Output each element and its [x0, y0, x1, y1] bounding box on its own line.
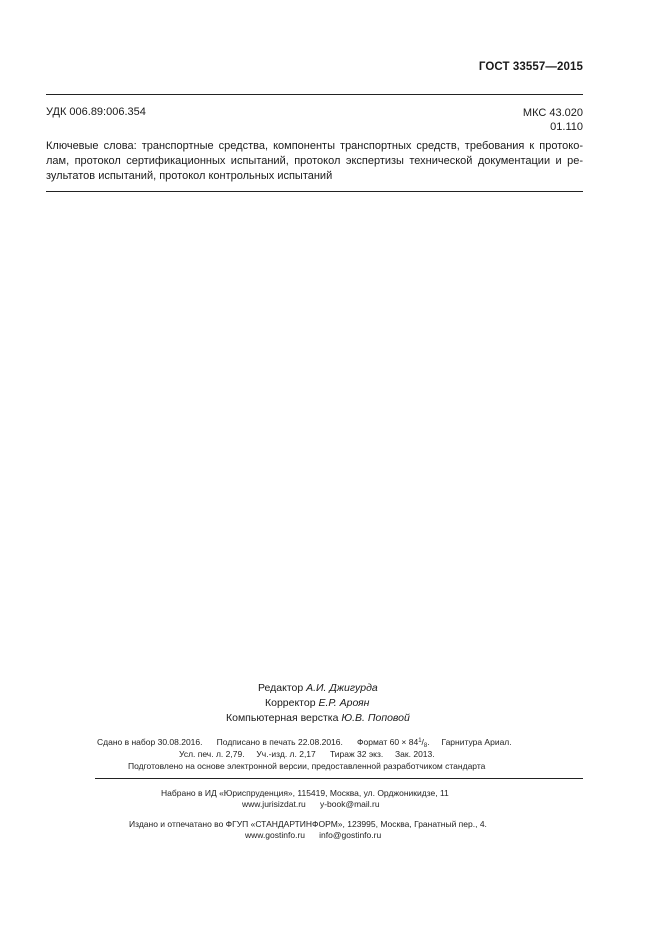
imprint-divider — [95, 778, 583, 779]
layout-label: Компьютерная верстка — [226, 712, 339, 724]
keywords-divider — [46, 191, 583, 192]
keywords-line: зультатов испытаний, протокол контрольных испытаний — [46, 170, 333, 182]
print-sheets: Усл. печ. л. 2,79. — [179, 749, 245, 759]
editor-label: Редактор — [258, 682, 304, 694]
submitted-date: Сдано в набор 30.08.2016. — [97, 737, 203, 747]
published-website: www.gostinfo.ru — [245, 830, 305, 840]
keywords-line: лам, протокол сертификационных испытаний, протокол экспертизы технической документации и ре- — [46, 155, 583, 167]
published-contacts — [245, 830, 381, 840]
editor-credit — [258, 681, 378, 696]
editor-name: А.И. Джигурда — [306, 682, 378, 694]
layout-name: Ю.В. Поповой — [341, 712, 410, 724]
header-divider — [46, 94, 583, 95]
corrector-name: Е.Р. Ароян — [318, 697, 370, 709]
order-number: Зак. 2013. — [395, 749, 435, 759]
publication-sheets: Уч.-изд. л. 2,17 — [256, 749, 316, 759]
published-email: info@gostinfo.ru — [319, 830, 382, 840]
keywords-line: Ключевые слова: транспортные средства, компоненты транспортных средств, требования к протоко- — [46, 140, 583, 152]
imprint-row-2 — [179, 749, 435, 759]
mks-code-secondary: 01.110 — [550, 121, 583, 133]
mks-code-primary: МКС 43.020 — [522, 107, 583, 119]
prepared-note: Подготовлено на основе электронной версии, предоставленной разработчиком стандарта — [128, 761, 486, 771]
mks-code — [523, 106, 583, 134]
imprint-row-1 — [97, 737, 512, 749]
keywords-paragraph — [46, 139, 583, 184]
layout-credit — [226, 711, 410, 726]
typeface: Гарнитура Ариал. — [441, 737, 512, 747]
typeset-email: y-book@mail.ru — [319, 799, 380, 809]
typeset-website: www.jurisizdat.ru — [242, 799, 306, 809]
typeset-contacts — [242, 799, 380, 809]
corrector-credit — [265, 696, 369, 711]
signed-date: Подписано в печать 22.08.2016. — [216, 737, 343, 747]
document-code: ГОСТ 33557—2015 — [478, 61, 583, 73]
corrector-label: Корректор — [265, 697, 316, 709]
paper-format: Формат $60 \times 84^1/_8$. — [357, 737, 430, 749]
published-note: Издано и отпечатано во ФГУП «СТАНДАРТИНФОРМ», 123995, Москва, Гранатный пер., 4. — [129, 819, 487, 829]
copies: Тираж 32 экз. — [329, 749, 384, 759]
typeset-note: Набрано в ИД «Юриспруденция», 115419, Москва, ул. Орджоникидзе, 11 — [161, 788, 449, 798]
udc-code: УДК 006.89:006.354 — [46, 106, 146, 118]
